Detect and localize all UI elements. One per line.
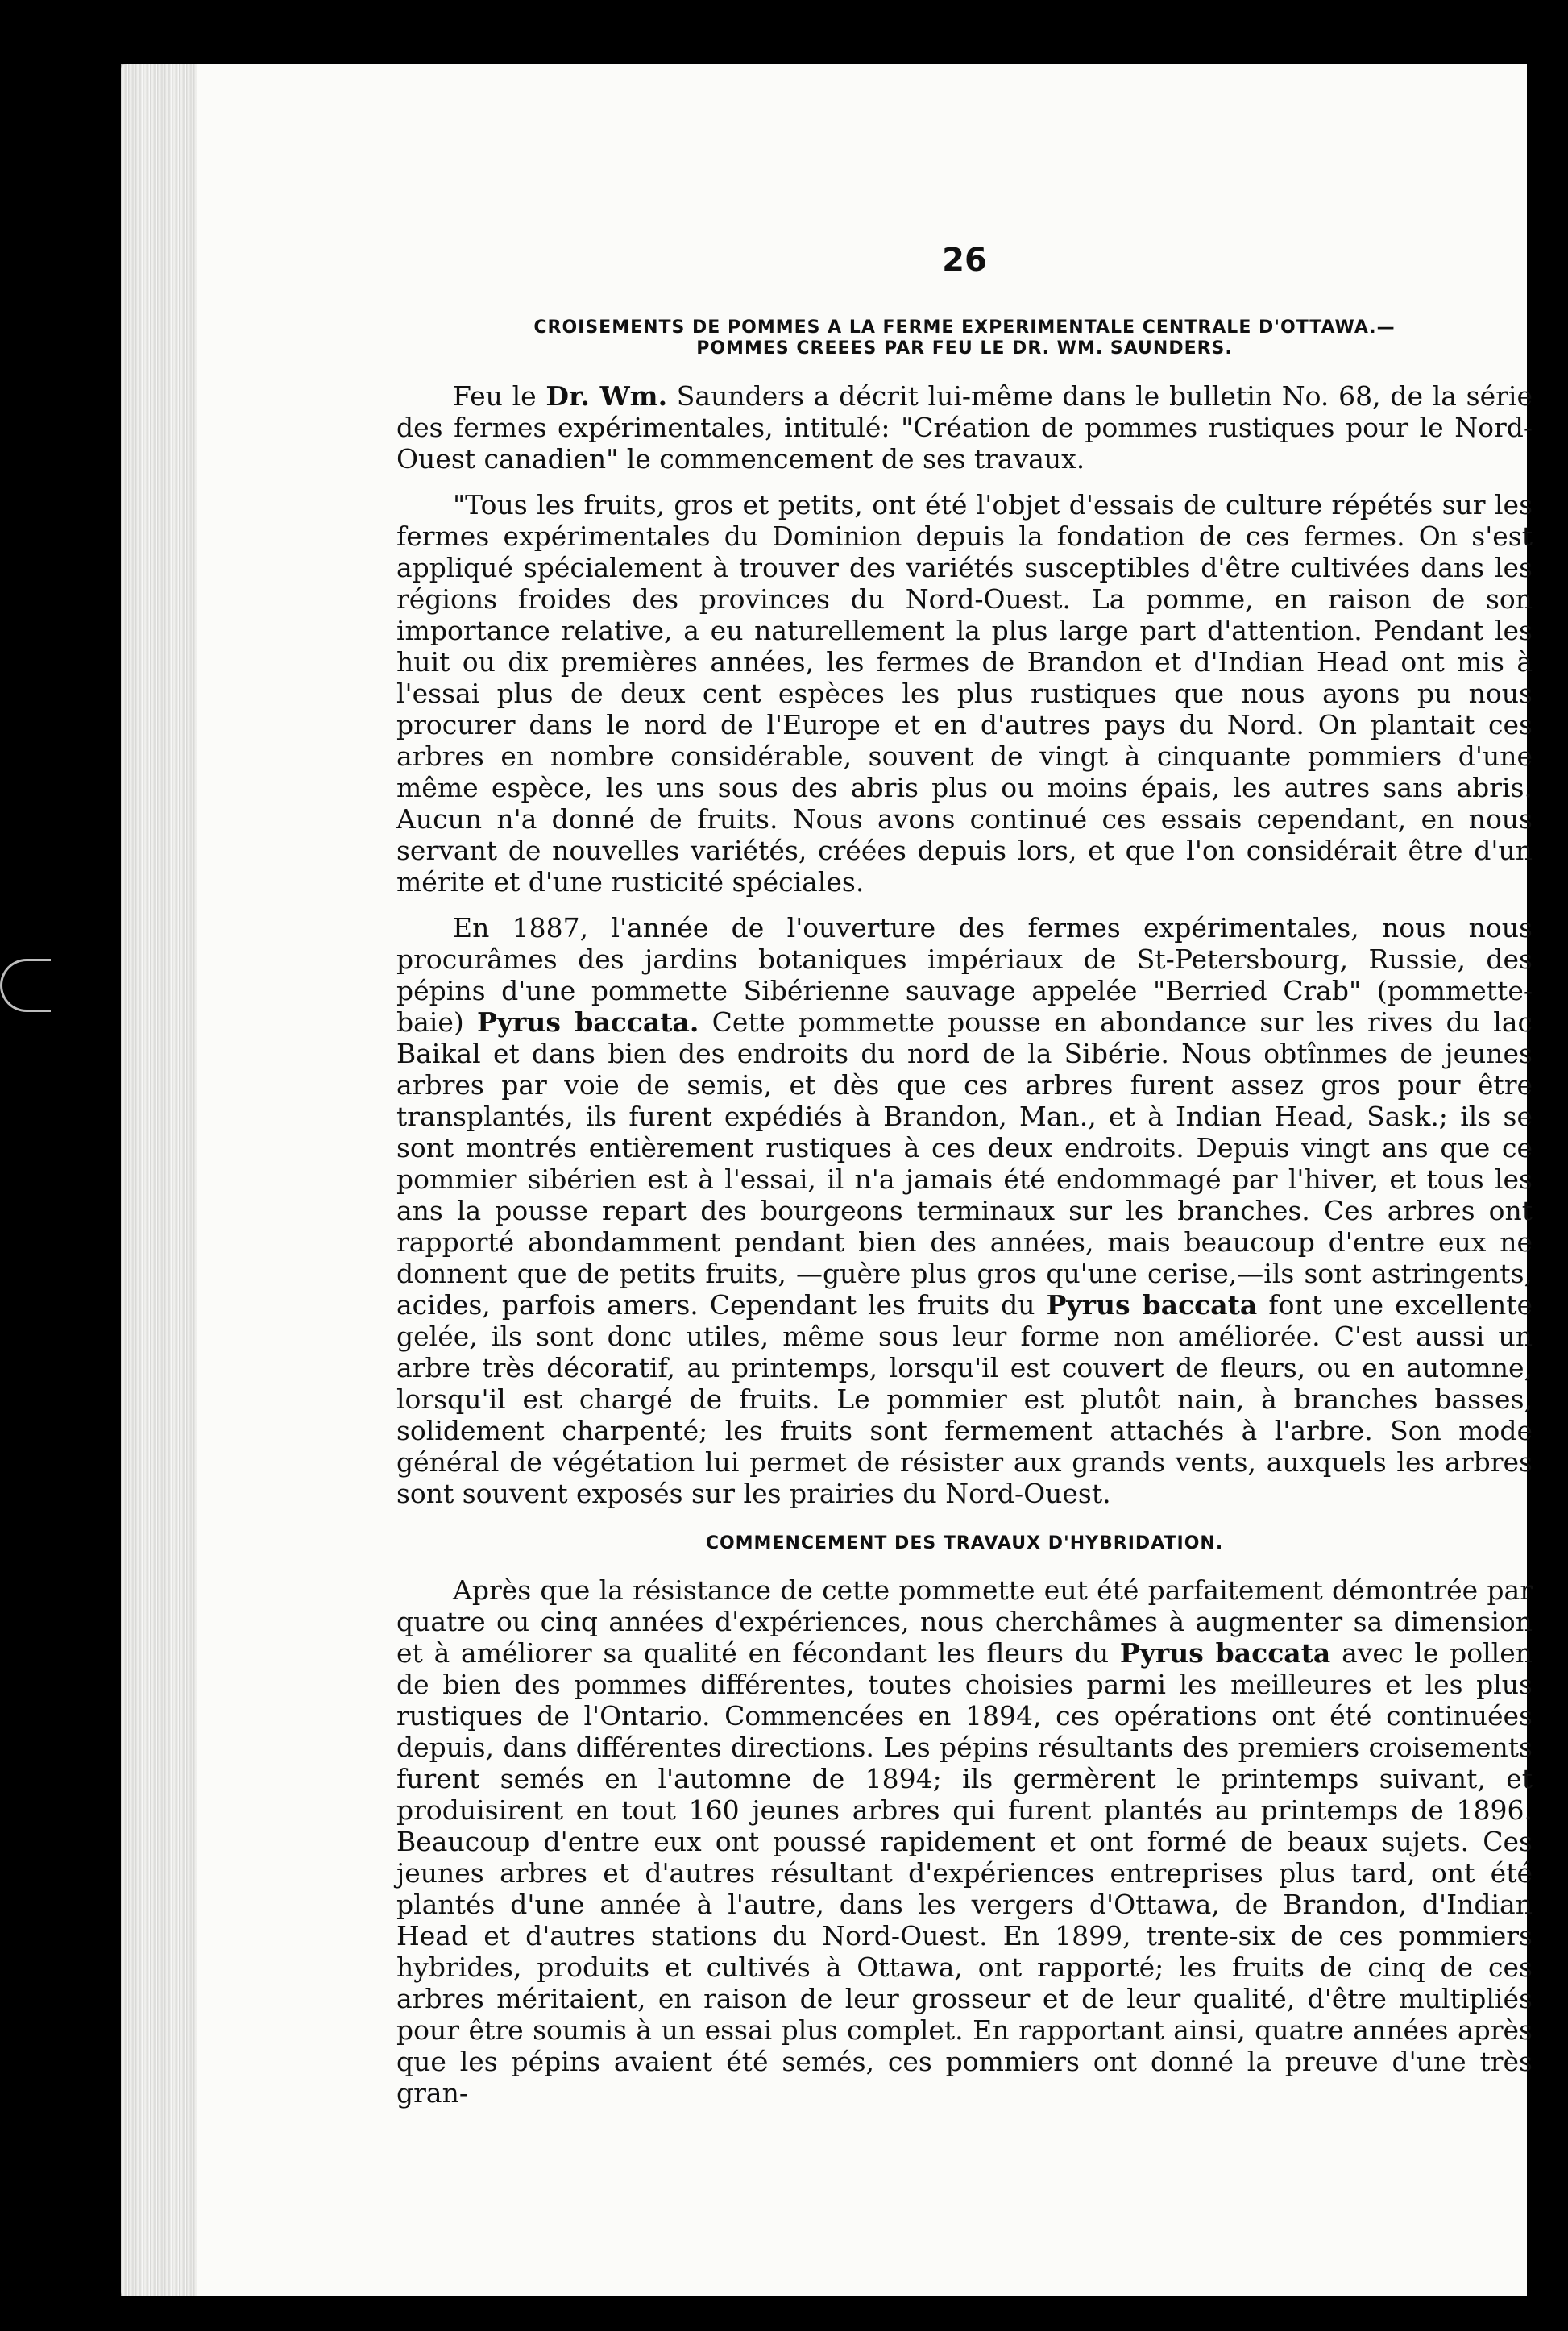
paragraph-4-text-a: Après que la résistance de cette pommette eut été parfaitement démontrée par quatre ou cinq années d'expériences, nous cherchâmes à augmenter sa dimension et à améliorer sa qualité en fécondant les fleurs du [396,1574,1533,1669]
subheading: COMMENCEMENT DES TRAVAUX D'HYBRIDATION. [705,1533,1224,1553]
section-heading [396,317,1533,359]
paragraph-3-text-c: Cette pommette pousse en abondance sur les rives du lac Baikal et dans bien des endroits du nord de la Sibérie. Nous obtînmes de jeunes arbres par voie de semis, et dès que ces arbres furent assez gros pour être transplantés, ils furent expédiés à Brandon, Man., et à Indian Head, Sask.; ils se sont montrés entièrement rustiques à ces deux endroits. Depuis vingt ans que ce pommier sibérien est à l'essai, il n'a jamais été endommagé par l'hiver, et tous les ans la pousse repart des bourgeons terminaux sur les branches. Ces arbres ont rapporté abondamment pendant bien des années, mais beaucoup d'entre eux ne donnent que de petits fruits, —guère plus gros qu'une cerise,—ils sont astringents, acides, parfois amers. Cependant les fruits du [396,1006,1533,1321]
book-gutter [121,64,197,2296]
paragraph-4-bold: Pyrus baccata [1119,1637,1331,1669]
page-content [396,242,1533,2123]
paragraph-3-bold-2: Pyrus baccata [1046,1289,1258,1321]
paragraph-4 [396,1574,1533,2109]
section-heading-line-1: CROISEMENTS DE POMMES A LA FERME EXPERIMENTALE CENTRALE D'OTTAWA.— [533,317,1396,338]
paragraph-1-text-a: Feu le [453,380,546,412]
page-number: 26 [942,242,987,279]
paragraph-3-bold-1: Pyrus baccata. [477,1006,699,1038]
section-heading-line-2: POMMES CREEES PAR FEU LE DR. WM. SAUNDERS. [696,338,1233,359]
paragraph-3-text-e: font une excellente gelée, ils sont donc utiles, même sous leur forme non améliorée. C'est aussi un arbre très décoratif, au printemps, lorsqu'il est couvert de fleurs, ou en automne, lorsqu'il est chargé de fruits. Le pommier est plutôt nain, à branches basses, solidement charpenté; les fruits sont fermement attachés à l'arbre. Son mode général de végétation lui permet de résister aux grands vents, auxquels les arbres sont souvent exposés sur les prairies du Nord-Ouest. [396,1289,1533,1509]
scan-edge-mark [0,959,51,1012]
paragraph-1-bold: Dr. Wm. [545,380,668,412]
paragraph-3-text-a: En 1887, l'année de l'ouverture des fermes expérimentales, nous nous procurâmes des jardins botaniques impériaux de St-Petersbourg, Russie, des pépins d'une pommette Sibérienne sauvage appelée "Berried Crab" (pommette-baie) [396,912,1533,1038]
paragraph-1-text-c: Saunders a décrit lui-même dans le bulletin No. 68, de la série des fermes expérimentales, intitulé: "Création de pommes rustiques pour le Nord-Ouest canadien" le commencement de ses travaux. [396,380,1533,475]
paragraph-3 [396,912,1533,1509]
paragraph-2: "Tous les fruits, gros et petits, ont été l'objet d'essais de culture répétés sur les fermes expérimentales du Dominion depuis la fondation de ces fermes. On s'est appliqué spécialement à trouver des variétés susceptibles d'être cultivées dans les régions froides des provinces du Nord-Ouest. La pomme, en raison de son importance relative, a eu naturellement la plus large part d'attention. Pendant les huit ou dix premières années, les fermes de Brandon et d'Indian Head ont mis à l'essai plus de deux cent espèces les plus rustiques que nous ayons pu nous procurer dans le nord de l'Europe et en d'autres pays du Nord. On plantait ces arbres en nombre considérable, souvent de vingt à cinquante pommiers d'une même espèce, les uns sous des abris plus ou moins épais, les autres sans abris. Aucun n'a donné de fruits. Nous avons continué ces essais cependant, en nous servant de nouvelles variétés, créées depuis lors, et que l'on considérait être d'un mérite et d'une rusticité spéciales. [396,489,1533,898]
paragraph-1 [396,380,1533,475]
paragraph-4-text-c: avec le pollen de bien des pommes différentes, toutes choisies parmi les meilleures et les plus rustiques de l'Ontario. Commencées en 1894, ces opérations ont été continuées depuis, dans différentes directions. Les pépins résultants des premiers croisements furent semés en l'automne de 1894; ils germèrent le printemps suivant, et produisirent en tout 160 jeunes arbres qui furent plantés au printemps de 1896. Beaucoup d'entre eux ont poussé rapidement et ont formé de beaux sujets. Ces jeunes arbres et d'autres résultant d'expériences entreprises plus tard, ont été plantés d'une année à l'autre, dans les vergers d'Ottawa, de Brandon, d'Indian Head et d'autres stations du Nord-Ouest. En 1899, trente-six de ces pommiers hybrides, produits et cultivés à Ottawa, ont rapporté; les fruits de cinq de ces arbres méritaient, en raison de leur grosseur et de leur qualité, d'être multipliés pour être soumis à un essai plus complet. En rapportant ainsi, quatre années après que les pépins avaient été semés, ces pommiers ont donné la preuve d'une très gran- [396,1637,1533,2109]
